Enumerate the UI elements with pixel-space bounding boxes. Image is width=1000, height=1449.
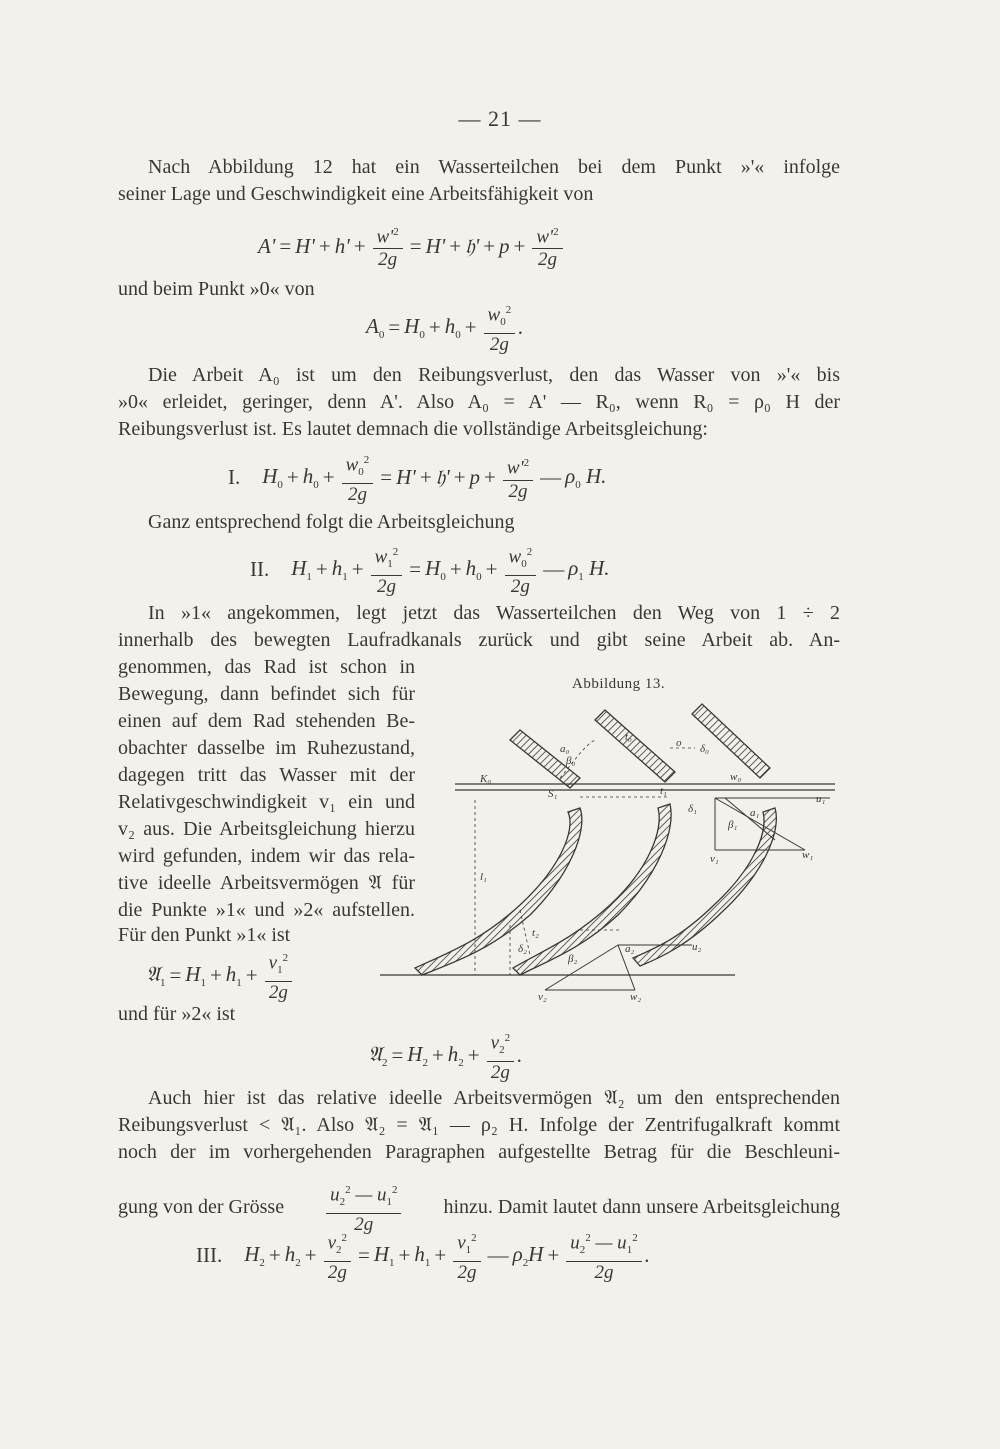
turbine-blade-diagram xyxy=(370,700,840,1010)
text-line: die Punkte »1« und »2« aufstellen. xyxy=(118,899,415,921)
text-line: noch der im vorhergehenden Paragraphen aufgestellte Betrag für die Beschleuni- xyxy=(118,1141,840,1163)
svg-text:v₁: v₁ xyxy=(710,853,719,865)
svg-text:o: o xyxy=(676,737,682,749)
svg-text:l₁: l₁ xyxy=(480,871,487,883)
text-line: v₂ aus. Die Arbeitsgleichung hierzu xyxy=(118,818,415,840)
svg-text:a₀: a₀ xyxy=(560,743,570,755)
figure-caption: Abbildung 13. xyxy=(572,676,666,692)
equation-II: II. $H_1$ + $h_1$ + $\frac{w_1^2}{2g}$ = $H_0$ + $h_0$ + $\frac{w_0^2}{2g}$ — $\rho_1$ H. xyxy=(250,542,609,597)
text-line: Ganz entsprechend folgt die Arbeitsgleichung xyxy=(148,511,515,533)
text-line: In »1« angekommen, legt jetzt das Wasserteilchen den Weg von 1 ÷ 2 xyxy=(148,602,840,624)
text-line: und für »2« ist xyxy=(118,1003,236,1025)
svg-text:δ₁: δ₁ xyxy=(688,803,697,815)
svg-text:β₂: β₂ xyxy=(568,953,578,965)
text-line: Auch hier ist das relative ideelle Arbeitsvermögen 𝔄₂ um den entsprechenden xyxy=(148,1087,840,1109)
text-line: innerhalb des bewegten Laufradkanals zurück und gibt seine Arbeit ab. An- xyxy=(118,629,840,651)
svg-text:u₂: u₂ xyxy=(692,941,702,953)
equation-A1: 𝔄$_1$ = $H_1$ + $h_1$ + $\frac{v_1^2}{2g}$ xyxy=(146,948,295,1003)
text-line: Reibungsverlust < 𝔄₁. Also 𝔄₂ = 𝔄₁ — ρ₂ H. Infolge der Zentrifugalkraft kommt xyxy=(118,1114,840,1136)
text-line: Für den Punkt »1« ist xyxy=(118,924,291,946)
svg-text:w₂: w₂ xyxy=(630,991,642,1003)
svg-text:w₀: w₀ xyxy=(730,771,742,783)
svg-text:v₂: v₂ xyxy=(538,991,547,1003)
svg-text:δ₂: δ₂ xyxy=(518,943,527,955)
equation-1: A' = H' + h' + $\frac{w'^2}{2g}$ = H' + 𝔥' + p + $\frac{w'^2}{2g}$ xyxy=(258,222,566,270)
text-line: Relativgeschwindigkeit v₁ ein und xyxy=(118,791,415,813)
svg-text:t₁: t₁ xyxy=(660,785,667,797)
svg-text:u₁: u₁ xyxy=(816,793,826,805)
svg-text:a₂: a₂ xyxy=(625,943,635,955)
svg-text:β₀: β₀ xyxy=(566,755,576,767)
text-line: wird gefunden, indem wir das rela- xyxy=(118,845,415,867)
text-line: Reibungsverlust ist. Es lautet demnach die vollständige Arbeitsgleichung: xyxy=(118,418,708,440)
text-line: seiner Lage und Geschwindigkeit eine Arbeitsfähigkeit von xyxy=(118,183,594,205)
text-line: »0« erleidet, geringer, denn A'. Also A₀ = A' — R₀, wenn R₀ = ρ₀ H der xyxy=(118,391,840,413)
equation-III: III. $H_2$ + $h_2$ + $\frac{v_2^2}{2g}$ = $H_1$ + $h_1$ + $\frac{v_1^2}{2g}$ — $\rho_2H$ + $\frac{u_2^2 — u_1^2}{2g}$ . xyxy=(196,1228,650,1283)
text-line: und beim Punkt »0« von xyxy=(118,278,315,300)
text-line: Die Arbeit A₀ ist um den Reibungsverlust, den das Wasser von »'« bis xyxy=(148,364,840,386)
text-line: gung von der Grösse $\frac{u_2^2 — u_1^2}{2g}$ hinzu. Damit lautet dann unsere Arbeitsgleichung xyxy=(118,1180,840,1235)
equation-A2: 𝔄$_2$ = $H_2$ + $h_2$ + $\frac{v_2^2}{2g}$ . xyxy=(368,1028,522,1083)
text-line: tive ideelle Arbeitsvermögen 𝔄 für xyxy=(118,872,415,894)
velocity-triangles xyxy=(545,798,830,990)
guide-vane xyxy=(692,704,770,778)
equation-2: $A_0$ = $H_0$ + $h_0$ + $\frac{w_0^2}{2g}$ . xyxy=(366,300,523,355)
equation-I: I. $H_0$ + $h_0$ + $\frac{w_0^2}{2g}$ = H' + 𝔥' + p + $\frac{w'^2}{2g}$ — $\rho_0$ H. xyxy=(228,450,606,505)
text-line: dagegen tritt das Wasser mit der xyxy=(118,764,415,786)
svg-text:K₀: K₀ xyxy=(480,773,492,785)
text-line: obachter dasselbe im Ruhezustand, xyxy=(118,737,415,759)
svg-text:S₁: S₁ xyxy=(548,788,558,800)
page-number: — 21 — xyxy=(458,106,542,131)
text-line: Nach Abbildung 12 hat ein Wasserteilchen bei dem Punkt »'« infolge xyxy=(148,156,840,178)
runner-blade xyxy=(633,808,776,966)
svg-text:β₁: β₁ xyxy=(728,819,738,831)
guide-vane xyxy=(595,710,675,782)
text-line: genommen, das Rad ist schon in xyxy=(118,656,415,678)
text-line: einen auf dem Rad stehenden Be- xyxy=(118,710,415,732)
svg-text:δ₀: δ₀ xyxy=(700,743,709,755)
svg-text:t₂: t₂ xyxy=(532,927,539,939)
svg-text:t₀: t₀ xyxy=(625,731,632,743)
svg-text:a₁: a₁ xyxy=(750,807,760,819)
text-line: Bewegung, dann befindet sich für xyxy=(118,683,415,705)
svg-text:w₁: w₁ xyxy=(802,849,814,861)
runner-blades xyxy=(415,804,776,975)
